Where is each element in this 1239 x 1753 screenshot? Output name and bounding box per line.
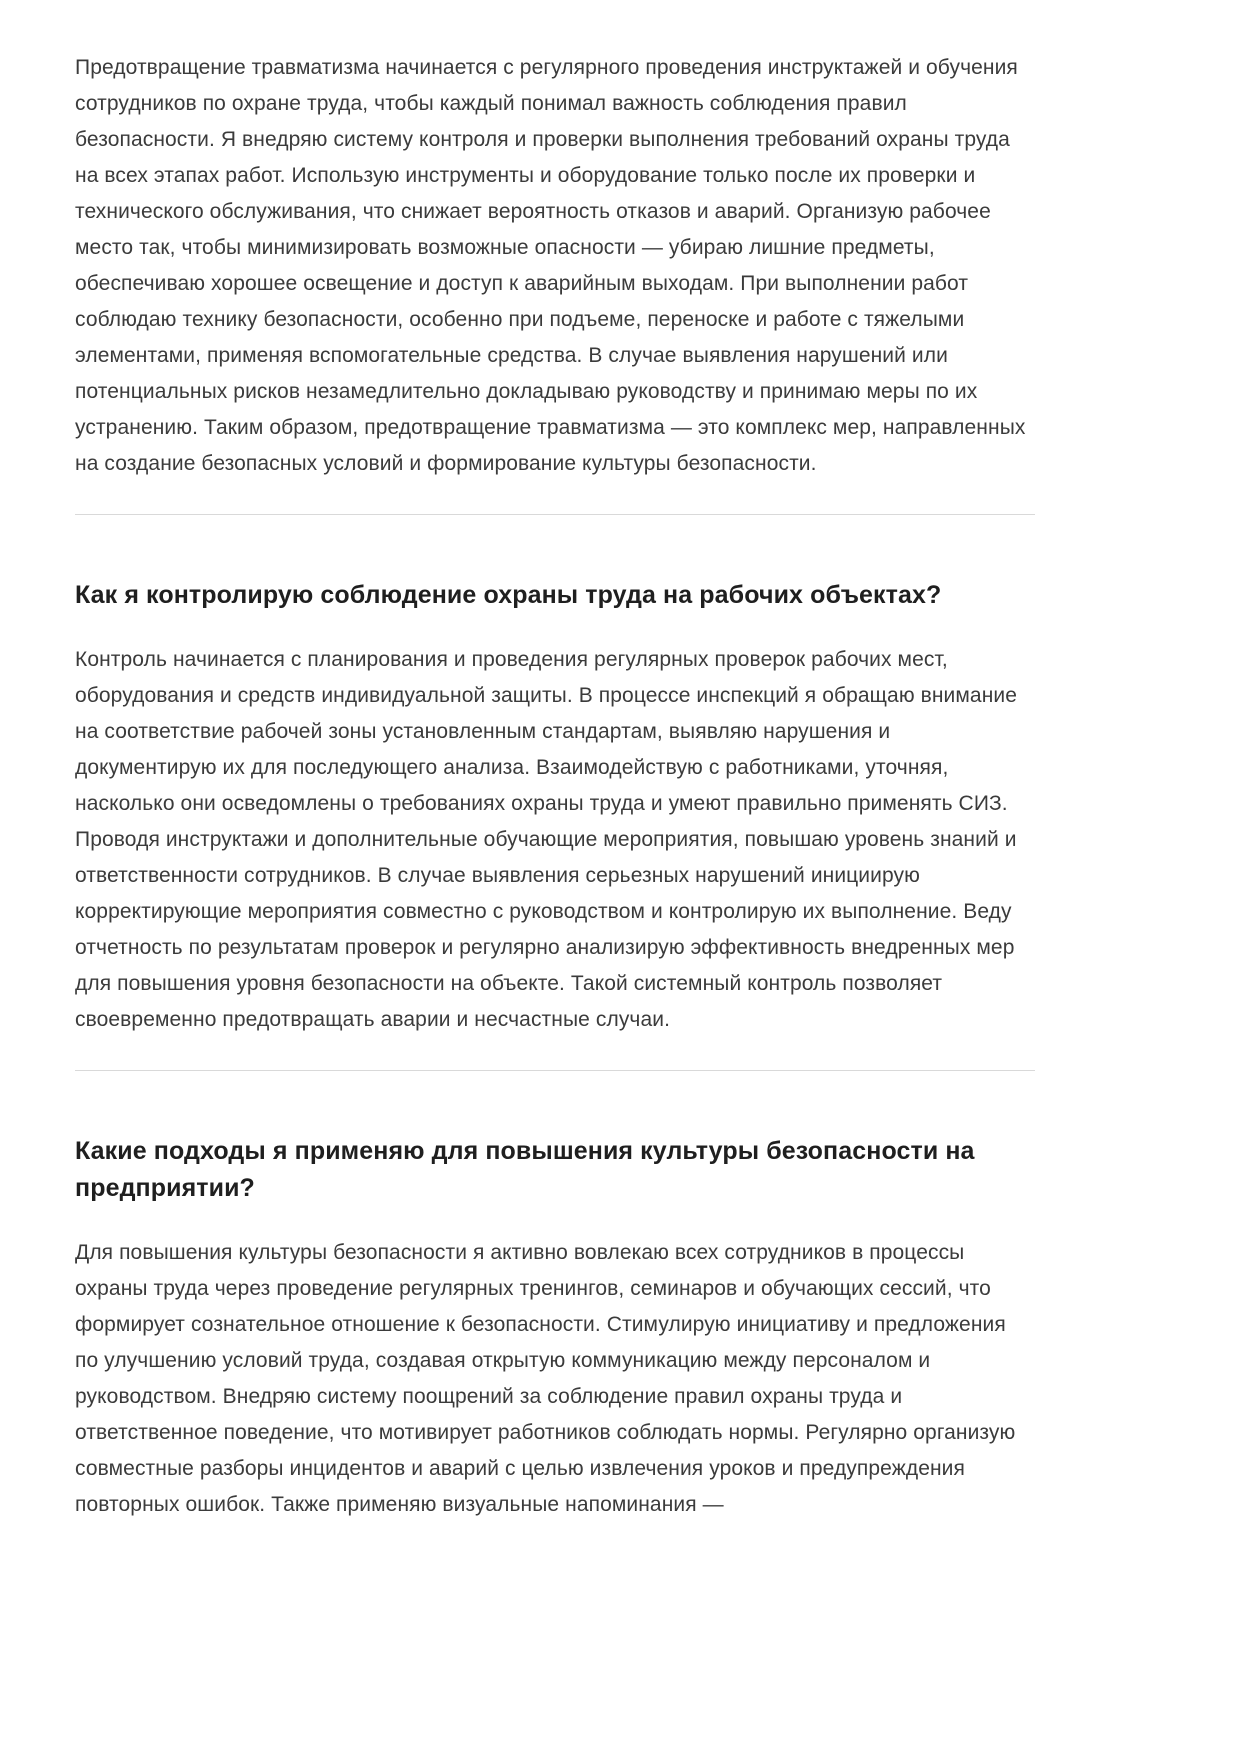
paragraph-injury-prevention: Предотвращение травматизма начинается с регулярного проведения инструктажей и обучения сотрудников по охране труда, чтобы каждый понимал важность соблюдения правил безопасности. Я внедряю систему контроля и проверки выполнения требований охраны труда на всех этапах работ. Использую инструменты и оборудование только после их проверки и технического обслуживания, что снижает вероятность отказов и аварий. Организую рабочее место так, чтобы минимизировать возможные опасности — убираю лишние предметы, обеспечиваю хорошее освещение и доступ к аварийным выходам. При выполнении работ соблюдаю технику безопасности, особенно при подъеме, переноске и работе с тяжелыми элементами, применяя вспомогательные средства. В случае выявления нарушений или потенциальных рисков незамедлительно докладываю руководству и принимаю меры по их устранению. Таким образом, предотвращение травматизма — это комплекс мер, направленных на создание безопасных условий и формирование культуры безопасности. [75,56,1026,475]
section-divider [75,514,1035,515]
heading-control-question: Как я контролирую соблюдение охраны труда на рабочих объектах? [75,581,942,609]
paragraph-culture-answer: Для повышения культуры безопасности я активно вовлекаю всех сотрудников в процессы охраны труда через проведение регулярных тренингов, семинаров и обучающих сессий, что формирует сознательное отношение к безопасности. Стимулирую инициативу и предложения по улучшению условий труда, создавая открытую коммуникацию между персоналом и руководством. Внедряю систему поощрений за соблюдение правил охраны труда и ответственное поведение, что мотивирует работников соблюдать нормы. Регулярно организую совместные разборы инцидентов и аварий с целью извлечения уроков и предупреждения повторных ошибок. Также применяю визуальные напоминания — [75,1241,1016,1516]
section-divider [75,1070,1035,1071]
heading-culture-question: Какие подходы я применяю для повышения культуры безопасности на предприятии? [75,1137,975,1202]
document-page [75,0,1035,1523]
paragraph-control-answer: Контроль начинается с планирования и проведения регулярных проверок рабочих мест, оборудования и средств индивидуальной защиты. В процессе инспекций я обращаю внимание на соответствие рабочей зоны установленным стандартам, выявляю нарушения и документирую их для последующего анализа. Взаимодействую с работниками, уточняя, насколько они осведомлены о требованиях охраны труда и умеют правильно применять СИЗ. Проводя инструктажи и дополнительные обучающие мероприятия, повышаю уровень знаний и ответственности сотрудников. В случае выявления серьезных нарушений инициирую корректирующие мероприятия совместно с руководством и контролирую их выполнение. Веду отчетность по результатам проверок и регулярно анализирую эффективность внедренных мер для повышения уровня безопасности на объекте. Такой системный контроль позволяет своевременно предотвращать аварии и несчастные случаи. [75,648,1018,1031]
